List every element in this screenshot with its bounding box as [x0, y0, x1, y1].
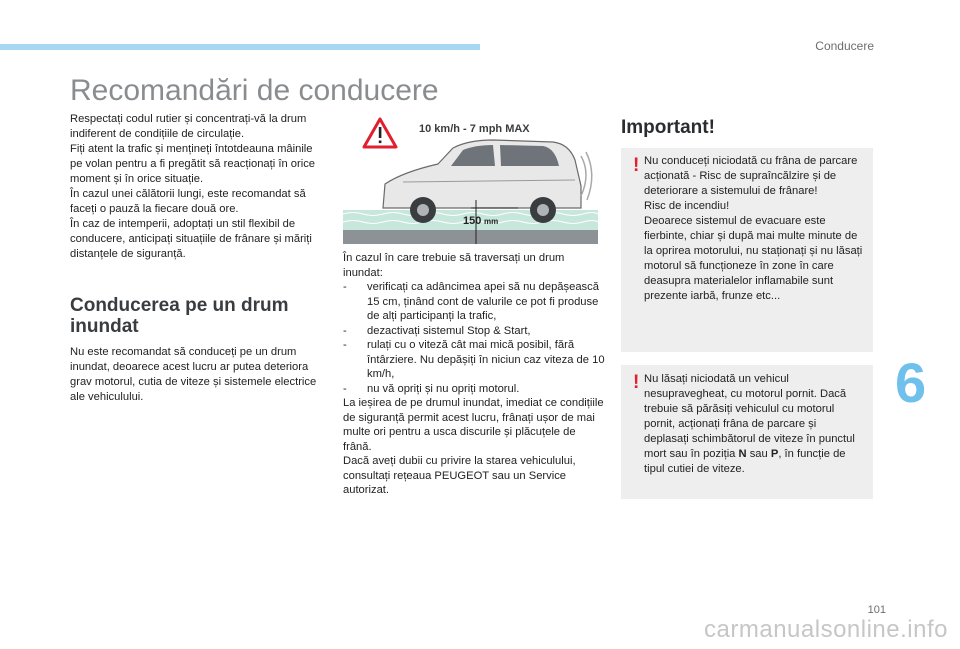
intro-text [70, 112, 322, 262]
text-fragment: , în funcție de tipul cutiei de viteze. [644, 448, 846, 475]
list-item [343, 324, 605, 339]
page-number: 101 [867, 604, 886, 616]
watermark: carmanualsonline.info [704, 616, 948, 643]
flooded-text [70, 345, 322, 405]
header-bar [0, 44, 480, 50]
depth-value: 150 [463, 215, 482, 227]
warning-paragraph: Nu conduceți niciodată cu frâna de parcare acționată - Risc de supraîncălzire și de deteriorare a sistemului de frânare! [644, 155, 858, 197]
warning-mark [379, 127, 382, 138]
list-item [343, 338, 605, 382]
text-fragment: sau [746, 448, 771, 460]
important-title: Important! [621, 117, 715, 138]
road [343, 230, 598, 244]
flooded-paragraph: Nu este recomandat să conduceți pe un drum inundat, deoarece acest lucru ar putea deteriora grav motorul, cutia de viteze și sistemele electrice ale vehiculului. [70, 346, 317, 403]
splash-line [581, 156, 586, 196]
speed-label: 10 km/h - 7 mph MAX [419, 123, 530, 135]
exclamation-icon: ! [633, 155, 640, 176]
list-item-text: rulați cu o viteză cât mai mică posibil, fără întârziere. Nu depășiți în niciun caz viteza de 10 km/h, [367, 339, 605, 380]
lead-text: În cazul în care trebuie să traversați un drum inundat: [343, 252, 565, 279]
section-label: Conducere [815, 39, 874, 53]
list-dash: - [343, 382, 347, 395]
list-dash: - [343, 339, 347, 351]
text-fragment: Nu lăsați niciodată un vehicul nesupravegheat, cu motorul pornit. Dacă trebuie să părăsiți vehiculul cu motorul pornit, acționați frâna de parcare și deplasați schimbătorul de viteze în punctul mort sau în poziția [644, 373, 855, 460]
warning-paragraph: Risc de incendiu! [644, 200, 730, 212]
warning-mark [379, 141, 382, 144]
exclamation-icon: ! [633, 372, 640, 393]
warning-text [644, 154, 864, 304]
intro-paragraph: Respectați codul rutier și concentrați-vă la drum indiferent de condițiile de circulație. [70, 113, 307, 140]
flooded-road-illustration [343, 116, 598, 244]
warning-paragraph: Deoarece sistemul de evacuare este fierbinte, chiar și după mai multe minute de la oprirea motorului, nu staționați și nu lăsați motorul să funcționeze în zone în care deasupra materialelor inflamabile sunt prezente iarbă, frunze etc... [644, 215, 863, 302]
splash-line [586, 152, 592, 200]
flooded-heading: Conducerea pe un drum inundat [70, 295, 289, 337]
depth-unit: mm [484, 217, 499, 226]
list-item [343, 280, 605, 324]
warning-paragraph [644, 372, 864, 477]
warning-box [621, 148, 873, 352]
list-item-text: verificați ca adâncimea apei să nu depășească 15 cm, ținând cont de valurile ce pot fi produse de alți participanți la trafic, [367, 281, 599, 322]
after-text: Dacă aveți dubii cu privire la starea vehiculului, consultați rețeaua PEUGEOT sau un Service autorizat. [343, 455, 576, 496]
warning-box [621, 365, 873, 499]
flooded-instructions [343, 251, 605, 498]
list-item [343, 382, 605, 397]
page-title: Recomandări de conducere [70, 74, 439, 107]
after-text: La ieșirea de pe drumul inundat, imediat ce condițiile de siguranță permit acest lucru, frânați ușor de mai multe ori pentru a usca discurile și plăcuțele de frână. [343, 397, 604, 453]
list-item-text: nu vă opriți și nu opriți motorul. [367, 382, 520, 395]
front-hub [417, 204, 429, 216]
list-dash: - [343, 324, 347, 337]
chapter-number: 6 [895, 351, 927, 414]
list-item-text: dezactivați sistemul Stop & Start, [367, 324, 531, 337]
intro-paragraph: În caz de intemperii, adoptați un stil flexibil de conducere, anticipați situațiile de frânare și măriți distanțele de siguranță. [70, 218, 312, 260]
intro-paragraph: Fiți atent la trafic și mențineți întotdeauna mâinile pe volan pentru a fi pregătit să reacționați în orice moment și în orice situație. [70, 143, 316, 185]
list-dash: - [343, 281, 347, 293]
intro-paragraph: În cazul unei călătorii lungi, este recomandat să faceți o pauză la fiecare două ore. [70, 188, 306, 215]
gear-p: P [770, 448, 779, 460]
rear-hub [537, 204, 549, 216]
gear-n: N [738, 448, 747, 460]
warning-text [644, 372, 864, 477]
